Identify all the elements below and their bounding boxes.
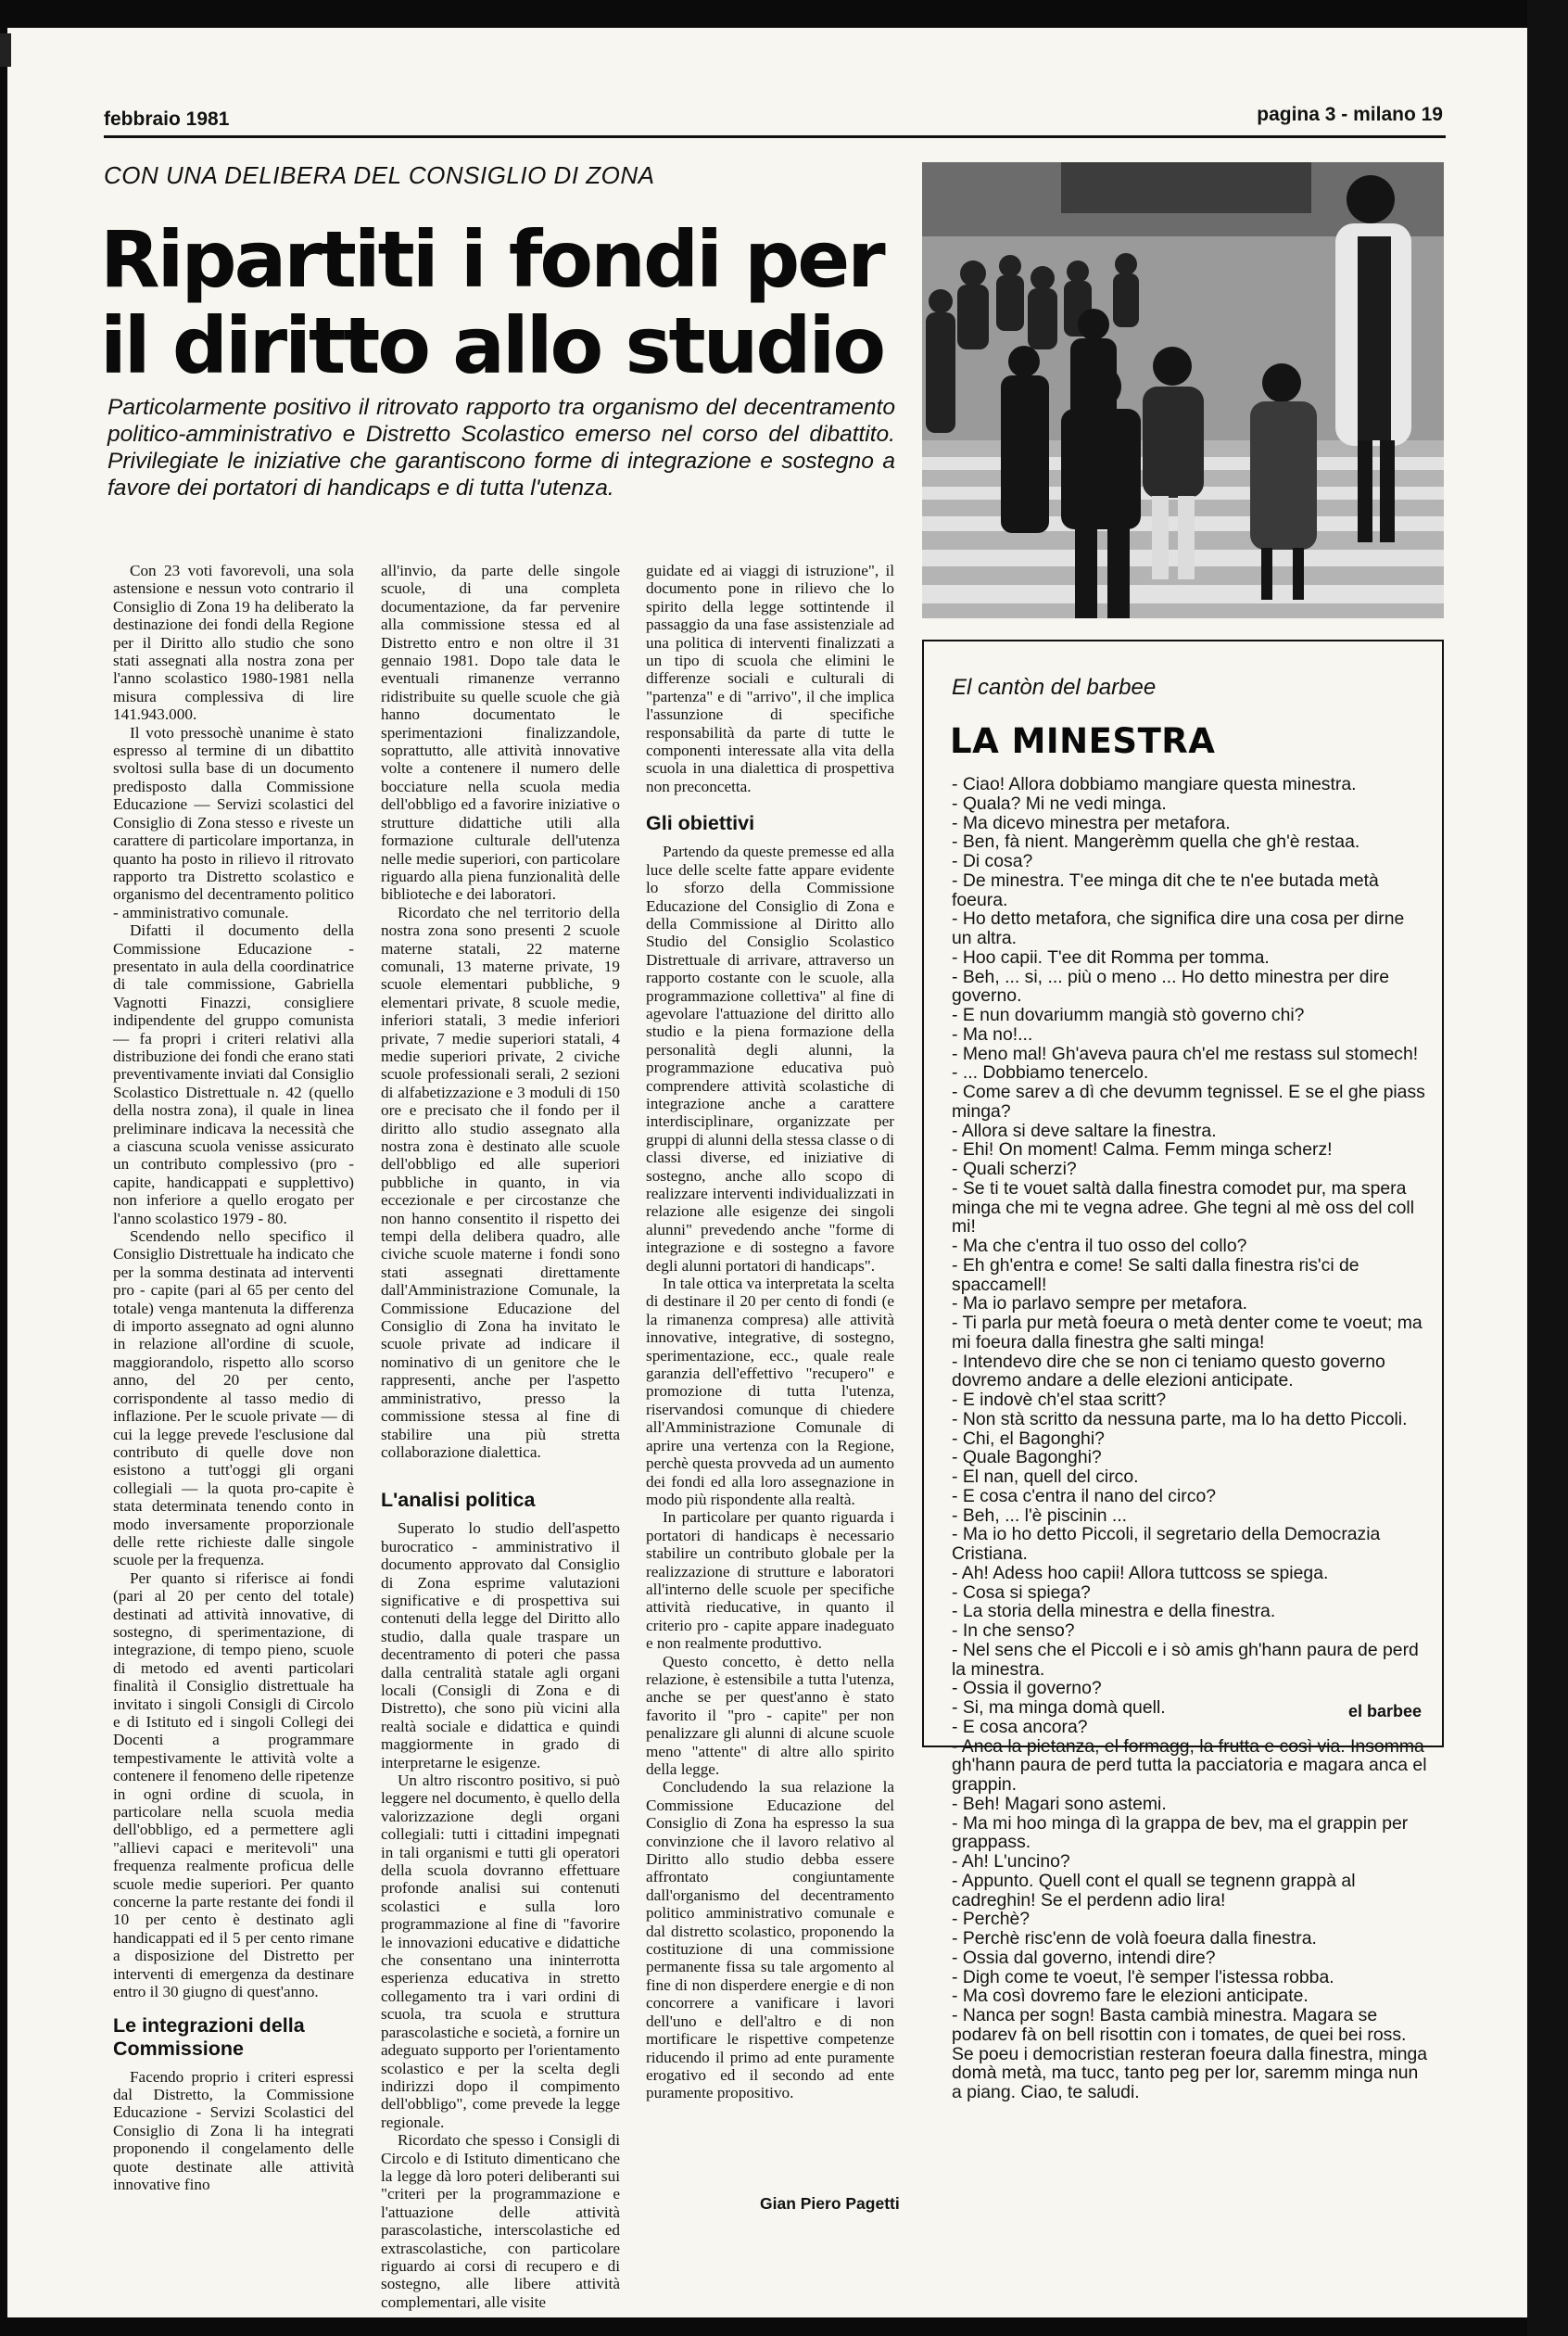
issue-date: febbraio 1981 <box>104 108 230 130</box>
scan-mark <box>0 33 11 67</box>
paragraph: Ricordato che spesso i Consigli di Circolo e di Istituto dimenticano che la legge dà loro poteri deliberanti sui "criteri per la programmazione e l'attuazione delle attività parascolastiche, interscolastiche ed extrascolastiche, con particolare riguardo ai corsi di recupero e di sostegno, alle libere attività complementari, alle visite <box>381 2131 620 2311</box>
paragraph: all'invio, da parte delle singole scuole, di una completa documentazione, da far pervenire alla commissione stessa ed al Distretto entro e non oltre il 31 gennaio 1981. Dopo tale data le eventuali rimanenze verranno ridistribuite su quelle scuole che già hanno documentato le sperimentazioni finalizzandole, soprattutto, alle attività innovative volte a contenere il numero delle bocciature nella scuola media dell'obbligo ed a favorire iniziative o strutture didattiche utili alla formazione culturale dell'utenza nelle medie superiori, con particolare riguardo alla piena funzionalità delle biblioteche e dei laboratori. <box>381 562 620 904</box>
photo-children-crossing-street <box>922 162 1444 618</box>
sidebar-dialogue: - Ciao! Allora dobbiamo mangiare questa minestra. - Quala? Mi ne vedi minga. - Ma dicevo minestra per metafora. - Ben, fà nient. Mangerèmm quella che gh'è restaa. - Di cosa? - De minestra. T'ee minga dit che te n'ee butada metà foeura. - Ho detto metafora, che significa dire una cosa per dirne un altra. - Hoo capii. T'ee dit Romma per tomma. - Beh, ... si, ... più o meno ... Ho detto minestra per dire governo. - E nun dovariumm mangià stò governo chi? - Ma no!... - Meno mal! Gh'aveva paura ch'el me restass sul stomech! - ... Dobbiamo tenercelo. - Come sarev a dì che devumm tegnissel. E se el ghe piass minga? - Allora si deve saltare la finestra. - Ehi! On moment! Calma. Femm minga scherz! - Quali scherzi? - Se ti te vouet saltà dalla finestra comodet pur, ma spera minga che mi te vegna adree. Ghe tegni al mè oss del coll mi! - Ma che c'entra il tuo osso del collo? - Eh gh'entra e come! Se salti dalla finestra ris'ci de spaccamell! - Ma io parlavo sempre per metafora. - Ti parla pur metà foeura o metà denter come te voeut; ma mi foeura dalla finestra ghe salti minga! - Intendevo dire che se non ci teniamo questo governo dovremo andare a delle elezioni anticipate. - E indovè ch'el staa scritt? - Non stà scritto da nessuna parte, ma lo ha detto Piccoli. - Chi, el Bagonghi? - Quale Bagonghi? - El nan, quell del circo. - E cosa c'entra il nano del circo? - Beh, ... l'è piscinin ... - Ma io ho detto Piccoli, il segretario della Democrazia Cristiana. - Ah! Adess hoo capii! Allora tuttcoss se spiega. - Cosa si spiega? - La storia della minestra e della finestra. - In che senso? - Nel sens che el Piccoli e i sò amis gh'hann paura de perd la minestra. - Ossia il governo? - Si, ma minga domà quell. - E cosa ancora? - Anca la pietanza, el formagg, la frutta e così via. Insomma gh'hann paura de perd tutta la pacciatoria e magara anca el grappin. - Beh! Magari sono astemi. - Ma mi hoo minga dì la grappa de bev, ma el grappin per grappass. - Ah! L'uncino? - Appunto. Quell cont el quall se tegnenn grappà al cadreghin! Se el perdenn adio lira! - Perchè? - Perchè risc'enn de volà foeura dalla finestra. - Ossia dal governo, intendi dire? - Digh come te voeut, l'è semper l'istessa robba. - Ma così dovremo fare le elezioni anticipate. - Nanca per sogn! Basta cambià minestra. Magara se podarev fà on bell risottin con i tomates, de quei bei ross. Se poeu i democristian resteran foeura dalla finestra, minga domà metà, ma tucc, tanto peg per lor, saremm minga nun a piang. Ciao, te saludi. <box>952 774 1428 2102</box>
article-lede: Particolarmente positivo il ritrovato rapporto tra organismo del decentramento politico-amministrativo e Distretto Scolastico emerso nel corso del dibattito. Privilegiate le iniziative che garantiscono forme di integrazione e sostegno a favore dei portatori di handicaps e di tutta l'utenza. <box>107 395 895 501</box>
sidebar-kicker: El cantòn del barbee <box>952 675 1157 700</box>
paragraph: In particolare per quanto riguarda i portatori di handicaps è necessario stabilire un contributo globale per la realizzazione di strutture e laboratori all'interno delle scuole per specifiche attività rieducative, in quanto il criterio pro - capite appare inadeguato e non realmente produttivo. <box>646 1508 894 1653</box>
article-column-1 <box>113 562 354 2193</box>
paragraph: Scendendo nello specifico il Consiglio Distrettuale ha indicato che per la somma destinata ad interventi pro - capite (pari al 65 per cento del totale) venga mantenuta la differenza di importo assegnato ad ogni alunno in relazione all'ordine di scuole, maggiorandolo, rispetto allo scorso anno, del 20 per cento, corrispondente al tasso medio di inflazione. Per le scuole private — di cui la legge prevede l'esclusione dal contributo di quelle dove non esistono a tutt'oggi gli organi collegiali — la quota pro-capite è stata determinata tenendo conto in modo inversamente proporzionale delle rette richieste dalle singole scuole per la frequenza. <box>113 1227 354 1569</box>
subheading-integrazioni: Le integrazioni della Commissione <box>113 2013 305 2060</box>
article-column-3 <box>646 562 894 2102</box>
article-column-2 <box>381 562 620 2311</box>
page-number: pagina 3 - milano 19 <box>1257 104 1443 125</box>
paragraph: Partendo da queste premesse ed alla luce delle scelte fatte appare evidente lo sforzo della Commissione Educazione del Consiglio di Zona e della Commissione al Diritto allo Studio del Consiglio Scolastico Distrettuale di arrivare, attraverso un rapporto costante con le scuole, alla programmazione collettiva" al fine di agevolare l'attuazione del diritto allo studio e la piena formazione della personalità degli alunni, la programmazione educativa può comprendere attività scolastiche di integrazione anche a carattere interdisciplinare, organizzate per gruppi di alunni della stessa classe o di classi diverse, ed iniziative di sostegno, anche allo scopo di realizzare interventi individualizzati in relazione alle esigenze dei singoli alunni" prevedendo anche "forme di integrazione e di sostegno a favore degli alunni portatori di handicaps". <box>646 843 894 1275</box>
article-kicker: CON UNA DELIBERA DEL CONSIGLIO DI ZONA <box>104 161 655 189</box>
subheading-analisi: L'analisi politica <box>381 1489 536 1512</box>
article-headline: Ripartiti i fondi per il diritto allo studio <box>100 214 884 391</box>
paragraph: Questo concetto, è detto nella relazione, è estensibile a tutta l'utenza, anche se per quest'anno è stato favorito il "pro - capite" per non penalizzare gli alunni di alcune scuole meno "attente" di altre allo spirito della legge. <box>646 1652 894 1778</box>
paragraph: Il voto pressochè unanime è stato espresso al termine di un dibattito svoltosi sulla base di un documento predisposto dalla Commissione Educazione — Servizi scolastici del Consiglio di Zona stesso e riveste un carattere di particolare importanza, in quanto ha posto in rilievo il ritrovato rapporto tra Distretto scolastico e organismo del decentramento politico - amministrativo comunale. <box>113 723 354 921</box>
sidebar-box <box>922 640 1444 2102</box>
paragraph: Difatti il documento della Commissione Educazione - presentato in aula della coordinatrice di tale commissione, Gabriella Vagnotti Finazzi, consigliere indipendente del gruppo comunista — fa propri i criteri relativi alla distribuzione dei fondi che erano stati preventivamente inviati dal Consiglio Scolastico Distrettuale n. 42 (quello della nostra zona), il quale in linea preliminare indicava la necessità che a ciascuna scuola venisse assicurato un contributo complessivo (pro - capite, handicappati e supplettivo) non inferiore a quello erogato per l'anno scolastico 1979 - 80. <box>113 921 354 1227</box>
photo-image <box>922 162 1444 618</box>
paragraph: In tale ottica va interpretata la scelta di destinare il 20 per cento di fondi (e la rimanenza compresa) alle attività innovative, integrative, di sostegno, sperimentazione, ecc., quale reale garanzia dell'effettivo "recupero" e promozione di tutta l'utenza, riservandosi comunque di chiedere all'Amministrazione Comunale di aprire una vertenza con la Regione, perchè questa provveda ad un aumento dei fondi ed alla loro assegnazione in modo più rispondente alla realtà. <box>646 1275 894 1508</box>
paragraph: Superato lo studio dell'aspetto burocratico - amministrativo il documento approvato dal Consiglio di Zona esprime valutazioni significative e di prospettiva sui contenuti della legge del Diritto allo studio, dalla quale traspare un decentramento di poteri che passa dalla centralità statale agli organi locali (Consigli di Zona e di Distretto), che sono più vicini alla realtà sociale e didattica e quindi maggiormente in grado di interpretarne le esigenze. <box>381 1519 620 1771</box>
subheading-obiettivi: Gli obiettivi <box>646 812 755 835</box>
sidebar-title: LA MINESTRA <box>950 721 1216 761</box>
paragraph: Per quanto si riferisce ai fondi (pari al 20 per cento del totale) destinati ad attività innovative, di sostegno, di sperimentazione, di integrazione, di tempo pieno, scuole di metodo ed aventi particolari finalità il Consiglio distrettuale ha invitato i singoli Consigli di Circolo e di Istituto ed i singoli Collegi dei Docenti a programmare tempestivamente le attività volte a contenere il fenomeno delle ripetenze in ogni ordine di scuola, in particolare nella scuola media dell'obbligo, ed a permettere agli "allievi capaci e meritevoli" una frequenza realmente proficua delle scuole medie superiori. Per quanto concerne la parte restante dei fondi il 10 per cento è destinato agli handicappati ed il 5 per cento rimane a disposizione del Distretto per interventi di emergenza da destinare entro il 30 giugno di quest'anno. <box>113 1568 354 2001</box>
paragraph: Con 23 voti favorevoli, una sola astensione e nessun voto contrario il Consiglio di Zona 19 ha deliberato la destinazione dei fondi della Regione per il Diritto allo studio che sono stati assegnati alla nostra zona per l'anno scolastico 1980-1981 nella misura complessiva di lire 141.943.000. <box>113 562 354 724</box>
sidebar-signature: el barbee <box>1347 1702 1422 1720</box>
paragraph: guidate ed ai viaggi di istruzione", il documento pone in rilievo che lo spirito della legge sottintende il passaggio da una fase assistenziale ad una politica di interventi finalizzati a un tipo di scuola che elimini le differenze sociali e culturali di "partenza" e di "arrivo", il che implica l'assunzione di specifiche responsabilità da parte di tutte le componenti interessate alla vita della scuola in una dialettica di prospettiva non preconcetta. <box>646 562 894 795</box>
paragraph: Un altro riscontro positivo, si può leggere nel documento, è quello della valorizzazione degli organi collegiali: tutti i cittadini impegnati in tali organismi e tutti gli operatori della scuola dovranno effettuare profonde analisi sui contenuti scolastici e sulla loro programmazione al fine di "favorire le innovazioni educative e didattiche che consentano una ininterrotta esperienza educativa in stretto collegamento tra i vari ordini di scuola, tra scuola e struttura parascolastiche e società, a fornire un adeguato supporto per l'orientamento scolastico e per la scelta degli indirizzi dopo il compimento dell'obbligo", come prevede la legge regionale. <box>381 1771 620 2131</box>
scan-border <box>1527 0 1568 2336</box>
paragraph: Concludendo la sua relazione la Commissione Educazione del Consiglio di Zona ha espresso la sua convinzione che il lavoro relativo al Diritto allo studio debba essere affrontato congiuntamente dall'organismo del decentramento politico amministrativo comunale e dal distretto scolastico, proponendo la costituzione di una commissione permanente fissa su tale argomento al fine di non disperdere energie e di non concorrere a vanificare i lavori dell'uno e dell'altro e di non mortificare le rispettive competenze riducendo il primo ad ente puramente erogativo ed il secondo ad ente puramente propositivo. <box>646 1778 894 2102</box>
paragraph: Ricordato che nel territorio della nostra zona sono presenti 2 scuole materne statali, 22 materne comunali, 13 materne private, 19 scuole elementari pubbliche, 9 elementari private, 8 scuole medie, inferiori statali, 3 medie inferiori private, 7 medie superiori statali, 4 medie superiori private, 2 civiche scuole professionali serali, 2 sezioni di alfabetizzazione e 3 moduli di 150 ore e precisato che il fondo per il diritto allo studio assegnato alla nostra zona è destinato alle scuole dell'obbligo ed alle superiori pubbliche in quanto, in via eccezionale e per circostanze che non hanno consentito il rispetto dei tempi della delibera quadro, alle civiche scuole materne i fondi sono stati assegnati direttamente dall'Amministrazione Comunale, la Commissione Educazione del Consiglio di Zona ha invitato le scuole private ad indicare il nominativo di un genitore che le rappresenti, anche per l'aspetto amministrativo, presso la commissione stessa al fine di stabilire una più stretta collaborazione dialettica. <box>381 903 620 1461</box>
header-rule <box>104 135 1446 138</box>
article-author: Gian Piero Pagetti <box>760 2194 900 2213</box>
paragraph: Facendo proprio i criteri espressi dal Distretto, la Commissione Educazione - Servizi Scolastici del Consiglio di Zona li ha integrati proponendo il congelamento delle quote destinate alle attività innovative fino <box>113 2067 354 2193</box>
